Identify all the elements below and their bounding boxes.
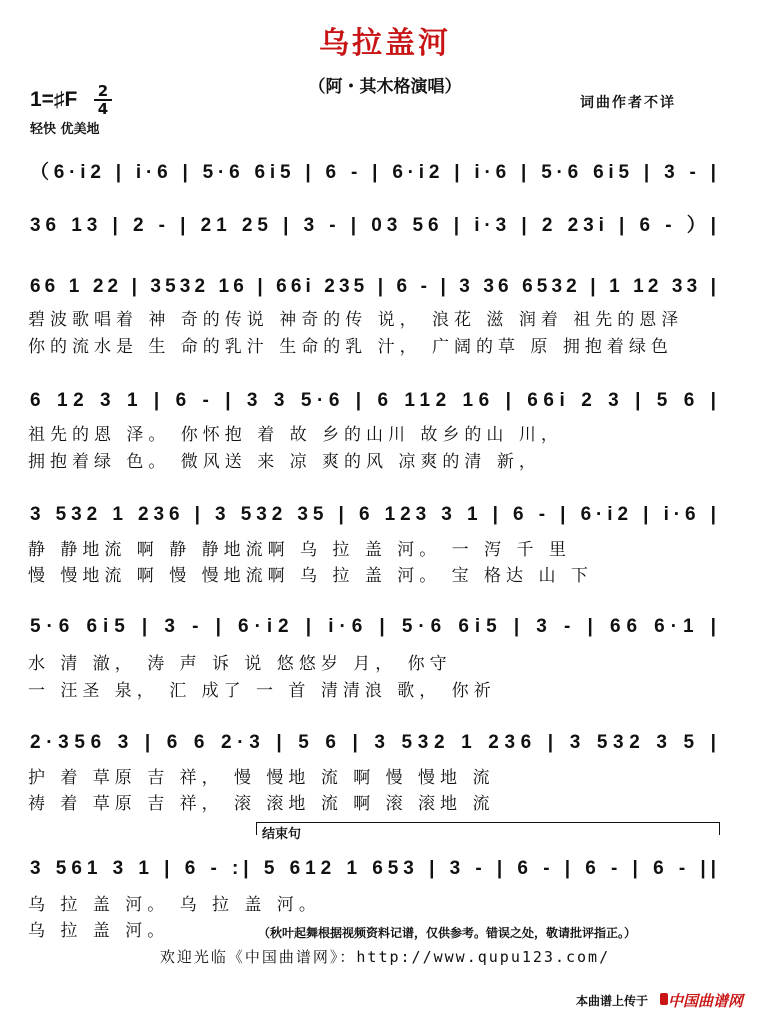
score-notes-text: （6·i2 | i·6 | 5·6 6i5 | 6 - | 6·i2 | i·6 | 5·6 6i5 | 3 - |: [30, 162, 716, 183]
score-line-6: [0, 606, 770, 646]
key-signature: 1=♯F: [30, 88, 78, 111]
lyric-line-2-verse-2: 拥抱着绿 色。 微风送 来 凉 爽的风 凉爽的清 新，: [28, 452, 541, 472]
composer-credit: 词曲作者不详: [580, 95, 676, 111]
lyric-line-1-verse-2: 你的流水是 生 命的乳汁 生命的乳 汁， 广阔的草 原 拥抱着绿色: [28, 337, 673, 357]
ending-label: 结束句: [262, 827, 302, 842]
time-signature-top: 2: [97, 82, 109, 100]
tempo-marking: 轻快 优美地: [30, 122, 100, 137]
score-notes-text: 3 561 3 1 | 6 - :| 5 612 1 653 | 3 - | 6 - | 6 - | 6 - ||: [30, 858, 716, 879]
score-notes-text: 2·356 3 | 6 6 2·3 | 5 6 | 3 532 1 236 | 3 532 3 5 |: [30, 732, 716, 753]
lyric-line-6-verse-2: 乌 拉 盖 河。: [28, 921, 170, 941]
lyric-line-4-verse-2: 一 汪圣 泉， 汇 成了 一 首 清清浪 歌， 你祈: [28, 681, 496, 701]
score-line-5-svg: [0, 494, 770, 534]
site-logo: 中国曲谱网: [668, 992, 744, 1010]
lyric-line-5-verse-2: 祷 着 草原 吉 祥， 滚 滚地 流 啊 滚 滚地 流: [28, 794, 495, 814]
score-line-4: [0, 380, 770, 420]
time-signature: [92, 84, 114, 116]
site-footer: 欢迎光临《中国曲谱网》：http://www.qupu123.com/: [159, 948, 611, 966]
score-line-3: [0, 266, 770, 306]
score-line-4-svg: [0, 380, 770, 420]
score-line-3-svg: [0, 266, 770, 306]
transcription-note: （秋叶起舞根据视频资料记谱，仅供参考。错误之处，敬请批评指正。）: [258, 926, 637, 940]
upload-caption: 本曲谱上传于: [576, 994, 649, 1008]
score-line-7: [0, 722, 770, 762]
lyric-line-1-verse-1: 碧波歌唱着 神 奇的传说 神奇的传 说， 浪花 滋 润着 祖先的恩泽: [28, 310, 684, 330]
score-notes-text: 3 532 1 236 | 3 532 35 | 6 123 3 1 | 6 - | 6·i2 | i·6 |: [30, 504, 717, 525]
score-line-5: [0, 494, 770, 534]
score-line-7-svg: [0, 722, 770, 762]
song-title: 乌拉盖河: [319, 26, 451, 61]
score-notes-text: 5·6 6i5 | 3 - | 6·i2 | i·6 | 5·6 6i5 | 3 - | 66 6·1 |: [30, 616, 717, 637]
score-line-8: [0, 848, 770, 888]
lyric-line-3-verse-2: 慢 慢地流 啊 慢 慢地流啊 乌 拉 盖 河。 宝 格达 山 下: [28, 566, 593, 586]
score-notes-text: 36 13 | 2 - | 21 25 | 3 - | 03 56 | i·3 | 2 23i | 6 - ）|: [30, 215, 716, 236]
score-line-6-svg: [0, 606, 770, 646]
score-line-1: [0, 152, 770, 192]
score-line-1-svg: [0, 152, 770, 192]
score-line-2: [0, 205, 770, 245]
score-notes-text: 6 12 3 1 | 6 - | 3 3 5·6 | 6 112 16 | 66i 2 3 | 5 6 |: [30, 390, 716, 411]
score-line-2-svg: [0, 205, 770, 245]
score-notes-text: 66 1 22 | 3532 16 | 66i 235 | 6 - | 3 36 6532 | 1 12 33 |: [30, 276, 716, 297]
logo-icon: [660, 993, 668, 1005]
ending-bracket: [256, 822, 720, 835]
time-signature-bottom: 4: [97, 100, 109, 118]
lyric-line-4-verse-1: 水 清 澈， 涛 声 诉 说 悠悠岁 月， 你守: [28, 654, 452, 674]
lyric-line-5-verse-1: 护 着 草原 吉 祥， 慢 慢地 流 啊 慢 慢地 流: [28, 768, 495, 788]
lyric-line-6-verse-1: 乌 拉 盖 河。 乌 拉 盖 河。: [28, 895, 321, 915]
lyric-line-2-verse-1: 祖先的恩 泽。 你怀抱 着 故 乡的山川 故乡的山 川，: [28, 425, 563, 445]
lyric-line-3-verse-1: 静 静地流 啊 静 静地流啊 乌 拉 盖 河。 一 泻 千 里: [28, 540, 571, 560]
performer-subtitle: （阿・其木格演唱）: [308, 77, 462, 97]
score-line-8-svg: [0, 848, 770, 888]
